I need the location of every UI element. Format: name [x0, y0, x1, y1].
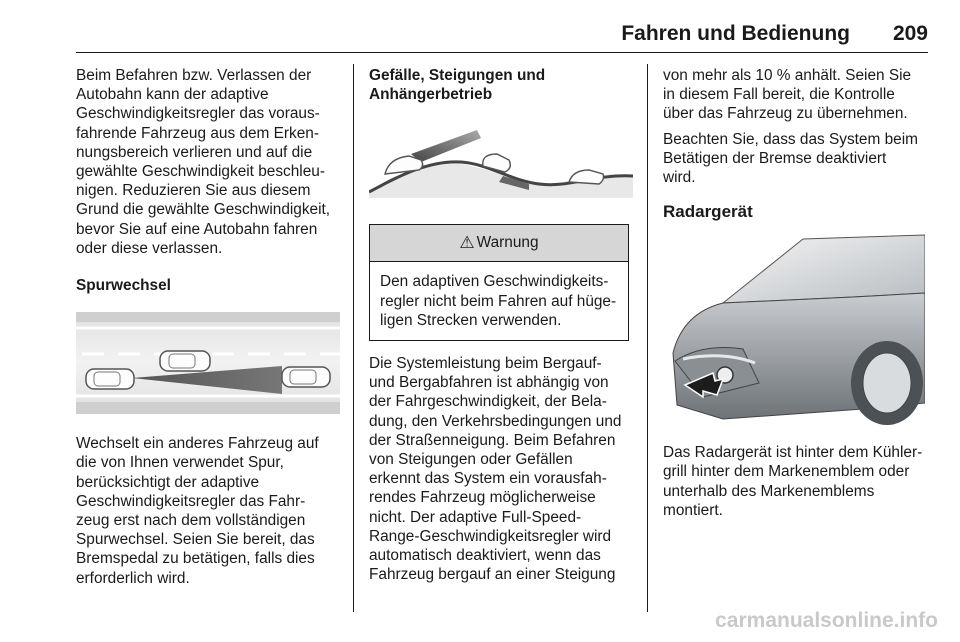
watermark: carmanualsonline.info — [715, 609, 938, 632]
column-right — [663, 66, 931, 520]
text-line: Betätigen der Bremse deaktiviert — [663, 149, 887, 167]
text-line: der Straßenneigung. Beim Befahren — [369, 431, 616, 449]
lane-change-illustration — [76, 308, 340, 418]
text-line: Geschwindigkeitsregler das Fahr- — [76, 492, 306, 510]
figure-hills — [369, 118, 633, 210]
text-line: Beim Befahren bzw. Verlassen der — [76, 67, 312, 84]
text-line: Beachten Sie, dass das System beim — [663, 130, 918, 148]
text-line: automatisch deaktiviert, wenn das — [369, 547, 601, 565]
text-line: Die Systemleistung beim Bergauf- — [369, 355, 602, 373]
text-line: grill hinter dem Markenemblem oder — [663, 463, 910, 481]
text-line: berücksichtigt der adaptive — [76, 473, 260, 491]
text-line: nungsbereich verlieren und auf die — [76, 143, 313, 161]
text-line: erforderlich wird. — [76, 569, 190, 587]
warning-triangle-icon: ⚠ — [459, 233, 475, 253]
warning-body — [370, 262, 628, 340]
paragraph-autobahn — [76, 66, 344, 258]
text-line: bevor Sie auf eine Autobahn fahren — [76, 220, 318, 238]
heading-spurwechsel: Spurwechsel — [76, 277, 171, 295]
heading-gefaelle — [369, 66, 635, 104]
figure-radar — [663, 233, 925, 429]
text-line: fahrende Fahrzeug aus dem Erken- — [76, 124, 319, 142]
text-line: montiert. — [663, 501, 723, 519]
car-front-radar-illustration — [663, 233, 925, 429]
text-line: gewählte Geschwindigkeit beschleu- — [76, 163, 325, 181]
text-line: und Bergabfahren ist abhängig von — [369, 374, 609, 392]
text-line: dung, den Verkehrsbedingungen und — [369, 412, 622, 430]
text-line: Das Radargerät ist hinter dem Kühler- — [663, 444, 923, 462]
warning-box — [369, 224, 629, 341]
page-header-title: Fahren und Bedienung — [621, 22, 850, 45]
text-line: nigen. Reduzieren Sie aus diesem — [76, 182, 311, 200]
hills-illustration — [369, 118, 633, 210]
heading-radargeraet: Radargerät — [663, 202, 753, 222]
page-number: 209 — [892, 22, 928, 45]
text-line: oder diese verlassen. — [76, 239, 223, 257]
text-line: Range-Geschwindigkeitsregler wird — [369, 527, 612, 545]
text-line: ligen Strecken verwenden. — [380, 311, 562, 329]
text-line: Gefälle, Steigungen und — [369, 67, 546, 84]
text-line: Bremspedal zu betätigen, falls dies — [76, 550, 315, 568]
column-middle — [369, 66, 635, 584]
paragraph-anhalten — [663, 66, 931, 124]
text-line: der Fahrgeschwindigkeit, der Bela- — [369, 393, 607, 411]
text-line: Spurwechsel. Seien Sie bereit, das — [76, 531, 315, 549]
paragraph-spurwechsel — [76, 434, 344, 588]
text-line: erkennt das System ein vorausfah- — [369, 470, 607, 488]
text-line: Grund die gewählte Geschwindigkeit, — [76, 201, 331, 219]
column-left — [76, 66, 344, 588]
text-line: Anhängerbetrieb — [369, 86, 493, 104]
text-line: zeug erst nach dem vollständigen — [76, 512, 306, 530]
text-line: die von Ihnen verwendet Spur, — [76, 454, 284, 472]
text-line: nicht. Der adaptive Full-Speed- — [369, 508, 582, 526]
text-line: über das Fahrzeug zu übernehmen. — [663, 105, 908, 123]
warning-header — [370, 225, 628, 262]
text-line: Geschwindigkeitsregler das voraus- — [76, 105, 320, 123]
figure-lane-change — [76, 308, 340, 418]
text-line: wird. — [663, 169, 696, 187]
paragraph-bremse — [663, 130, 931, 188]
text-line: Autobahn kann der adaptive — [76, 86, 269, 104]
text-line: rendes Fahrzeug möglicherweise — [369, 489, 596, 507]
text-line: in diesem Fall bereit, die Kontrolle — [663, 86, 895, 104]
paragraph-systemleistung — [369, 354, 635, 584]
warning-title: Warnung — [476, 234, 539, 252]
text-line: Den adaptiven Geschwindigkeits- — [380, 273, 609, 291]
text-line: unterhalb des Markenemblems — [663, 482, 875, 500]
text-line: Wechselt ein anderes Fahrzeug auf — [76, 435, 319, 453]
column-divider-left — [353, 64, 354, 612]
text-line: von Steigungen oder Gefällen — [369, 451, 573, 469]
text-line: von mehr als 10 % anhält. Seien Sie — [663, 67, 912, 84]
paragraph-radar — [663, 443, 931, 520]
text-line: Fahrzeug bergauf an einer Steigung — [369, 566, 616, 584]
column-divider-right — [647, 64, 648, 612]
header-rule — [76, 52, 928, 53]
text-line: regler nicht beim Fahren auf hüge- — [380, 292, 617, 310]
